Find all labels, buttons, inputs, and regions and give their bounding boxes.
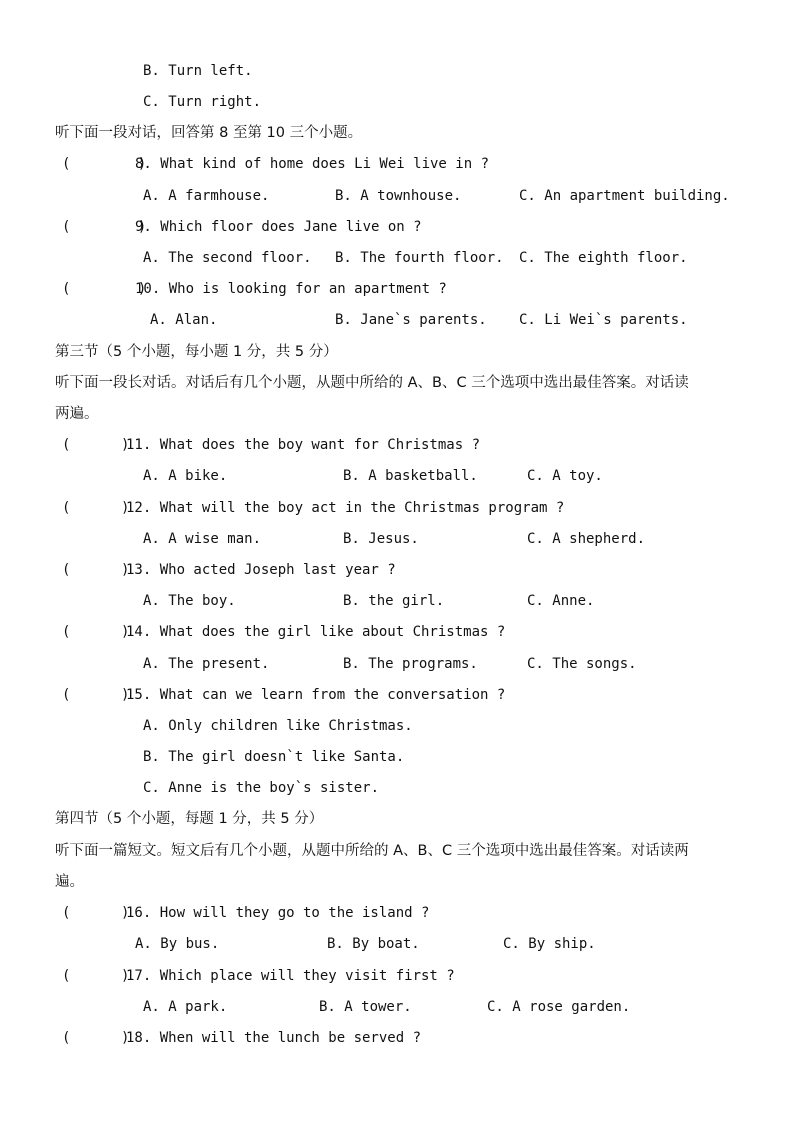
answer-blank[interactable]: ( ): [62, 156, 147, 172]
question-stem: 14. What does the girl like about Christmas ?: [126, 624, 506, 640]
option-b: B. By boat.: [327, 936, 420, 952]
option-c: C. An apartment building.: [519, 188, 730, 204]
option-b: B. Jesus.: [343, 531, 419, 547]
answer-blank[interactable]: ( ): [62, 905, 130, 921]
section-instructions-cont: 遍。: [55, 874, 84, 890]
option-a: A. A park.: [143, 999, 228, 1015]
question-stem: 16. How will they go to the island ?: [126, 905, 430, 921]
option-b: B. the girl.: [343, 593, 445, 609]
section-instructions: 听下面一篇短文。短文后有几个小题，从题中所给的 A、B、C 三个选项中选出最佳答案。对话读两: [55, 843, 689, 859]
option-c: C. A rose garden.: [487, 999, 631, 1015]
option-a: A. Alan.: [150, 312, 218, 328]
option-a: A. The present.: [143, 656, 270, 672]
section-heading: 第三节（5 个小题，每小题 1 分，共 5 分）: [55, 344, 338, 360]
option-b: B. The girl doesn`t like Santa.: [143, 749, 405, 765]
option-b: B. Jane`s parents.: [335, 312, 487, 328]
option-b: B. The fourth floor.: [335, 250, 504, 266]
option-c: C. The songs.: [527, 656, 637, 672]
answer-blank[interactable]: ( ): [62, 562, 130, 578]
question-stem: 10. Who is looking for an apartment ?: [135, 281, 447, 297]
question-stem: 8. What kind of home does Li Wei live in ?: [135, 156, 490, 172]
option-b: B. A basketball.: [343, 468, 478, 484]
answer-blank[interactable]: ( ): [62, 624, 130, 640]
answer-blank[interactable]: ( ): [62, 219, 147, 235]
option-a: A. A wise man.: [143, 531, 262, 547]
question-stem: 13. Who acted Joseph last year ?: [126, 562, 396, 578]
section-instructions: 听下面一段长对话。对话后有几个小题，从题中所给的 A、B、C 三个选项中选出最佳答案。对话读: [55, 375, 689, 391]
option-b: B. Turn left.: [143, 63, 253, 79]
option-c: C. The eighth floor.: [519, 250, 688, 266]
question-stem: 11. What does the boy want for Christmas ?: [126, 437, 481, 453]
option-c: C. Turn right.: [143, 94, 262, 110]
option-a: A. A farmhouse.: [143, 188, 270, 204]
section-heading: 第四节（5 个小题，每题 1 分，共 5 分）: [55, 811, 324, 827]
option-b: B. A townhouse.: [335, 188, 462, 204]
answer-blank[interactable]: ( ): [62, 281, 147, 297]
option-c: C. Li Wei`s parents.: [519, 312, 688, 328]
question-stem: 9. Which floor does Jane live on ?: [135, 219, 422, 235]
answer-blank[interactable]: ( ): [62, 437, 130, 453]
option-a: A. A bike.: [143, 468, 228, 484]
answer-blank[interactable]: ( ): [62, 500, 130, 516]
question-stem: 12. What will the boy act in the Christmas program ?: [126, 500, 565, 516]
option-c: C. Anne.: [527, 593, 595, 609]
option-a: A. Only children like Christmas.: [143, 718, 413, 734]
option-a: A. The second floor.: [143, 250, 312, 266]
section-instructions-cont: 两遍。: [55, 406, 99, 422]
question-stem: 18. When will the lunch be served ?: [126, 1030, 422, 1046]
answer-blank[interactable]: ( ): [62, 687, 130, 703]
conversation-intro: 听下面一段对话，回答第 8 至第 10 三个小题。: [55, 125, 363, 141]
option-c: C. A toy.: [527, 468, 603, 484]
option-a: A. The boy.: [143, 593, 236, 609]
option-c: C. By ship.: [503, 936, 596, 952]
question-stem: 17. Which place will they visit first ?: [126, 968, 455, 984]
option-b: B. A tower.: [319, 999, 412, 1015]
answer-blank[interactable]: ( ): [62, 1030, 130, 1046]
answer-blank[interactable]: ( ): [62, 968, 130, 984]
option-b: B. The programs.: [343, 656, 478, 672]
option-a: A. By bus.: [135, 936, 220, 952]
option-c: C. Anne is the boy`s sister.: [143, 780, 380, 796]
option-c: C. A shepherd.: [527, 531, 646, 547]
question-stem: 15. What can we learn from the conversation ?: [126, 687, 506, 703]
